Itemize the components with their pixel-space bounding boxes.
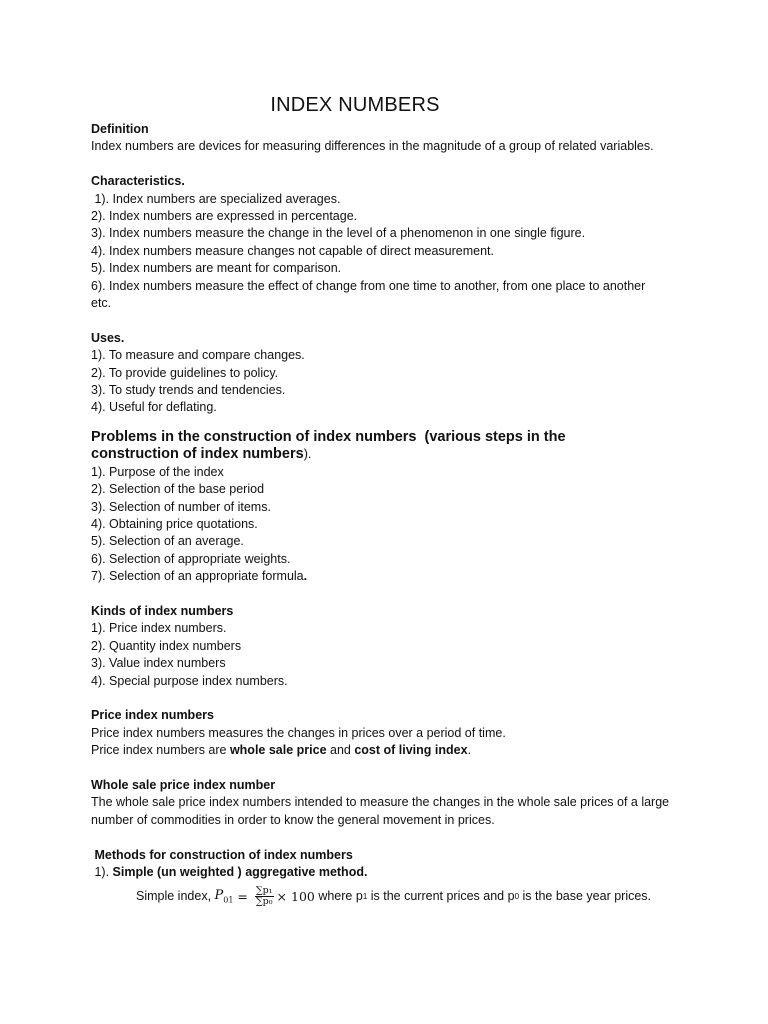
price-index-line1: Price index numbers measures the changes in prices over a period of time. <box>91 725 506 740</box>
characteristics-item: 5). Index numbers are meant for comparison. <box>91 261 342 276</box>
page-title: INDEX NUMBERS <box>270 94 440 116</box>
wholesale-heading: Whole sale price index number <box>91 777 276 792</box>
problems-heading-line2: construction of index numbers <box>91 446 304 463</box>
price-index-cost-of-living: cost of living index <box>354 743 468 758</box>
formula-equals: = <box>233 888 252 904</box>
characteristics-item: 2). Index numbers are expressed in percentage. <box>91 209 358 224</box>
kinds-item: 3). Value index numbers <box>91 656 226 671</box>
formula-fraction <box>255 886 274 907</box>
wholesale-line2: number of commodities in order to know the general movement in prices. <box>91 812 495 827</box>
wholesale-line1: The whole sale price index numbers intended to measure the changes in the whole sale prices of a large <box>91 795 670 810</box>
characteristics-item: 1). Index numbers are specialized averages. <box>91 191 341 206</box>
problems-item: 2). Selection of the base period <box>91 482 265 497</box>
kinds-item: 2). Quantity index numbers <box>91 638 242 653</box>
uses-item: 2). To provide guidelines to policy. <box>91 365 279 380</box>
definition-text: Index numbers are devices for measuring differences in the magnitude of a group of related variables. <box>91 139 654 154</box>
methods-item-prefix: 1). <box>91 864 113 879</box>
problems-item: 1). Purpose of the index <box>91 464 224 479</box>
problems-item: 6). Selection of appropriate weights. <box>91 551 291 566</box>
characteristics-item: 6). Index numbers measure the effect of change from one time to another, from one place to another <box>91 278 646 293</box>
formula-label: Simple index, <box>136 889 215 904</box>
formula-text-b: is the current prices and p <box>367 889 515 904</box>
simple-index-formula <box>91 881 691 911</box>
price-index-line2 <box>91 742 691 759</box>
price-index-line2-mid: and <box>326 743 355 758</box>
formula-denominator: ∑p₀ <box>255 895 273 907</box>
document-body <box>91 121 691 911</box>
formula-lhs <box>215 888 234 905</box>
methods-item <box>91 864 691 881</box>
price-index-line2-suffix: . <box>467 743 472 758</box>
formula-text-a: where p <box>314 889 363 904</box>
uses-item: 4). Useful for deflating. <box>91 400 217 415</box>
formula-lhs-symbol: P <box>214 888 224 904</box>
uses-item: 1). To measure and compare changes. <box>91 348 305 363</box>
problems-heading-tail: ). <box>303 447 312 462</box>
kinds-item: 4). Special purpose index numbers. <box>91 673 288 688</box>
kinds-item: 1). Price index numbers. <box>91 621 227 636</box>
formula-text-c: is the base year prices. <box>519 889 652 904</box>
characteristics-item: 3). Index numbers measure the change in the level of a phenomenon in one single figure. <box>91 226 586 241</box>
kinds-heading: Kinds of index numbers <box>91 603 234 618</box>
uses-heading: Uses. <box>91 330 125 345</box>
price-index-whole-sale-price: whole sale price <box>229 743 327 758</box>
formula-numerator: ∑p₁ <box>255 884 273 896</box>
problems-heading <box>91 429 691 464</box>
formula-lhs-subscript: 01 <box>223 895 234 905</box>
definition-heading: Definition <box>91 122 149 136</box>
formula-times-100: × 100 <box>276 888 315 904</box>
problems-heading-line1: Problems in the construction of index numbers (various steps in the <box>91 428 566 445</box>
methods-heading: Methods for construction of index numbers <box>91 847 353 862</box>
problems-item <box>91 568 691 585</box>
price-index-heading: Price index numbers <box>91 708 214 723</box>
problems-last-item: 7). Selection of an appropriate formula <box>91 569 304 584</box>
problems-item: 4). Obtaining price quotations. <box>91 516 258 531</box>
characteristics-item: 4). Index numbers measure changes not capable of direct measurement. <box>91 243 494 258</box>
problems-item: 3). Selection of number of items. <box>91 499 271 514</box>
price-index-line2-prefix: Price index numbers are <box>91 743 230 758</box>
uses-item: 3). To study trends and tendencies. <box>91 383 286 398</box>
methods-item-title: Simple (un weighted ) aggregative method. <box>112 864 368 879</box>
formula-sub0: 0 <box>514 891 520 901</box>
problems-item: 5). Selection of an average. <box>91 534 244 549</box>
problems-last-item-tail: . <box>303 569 308 584</box>
characteristics-item: etc. <box>91 296 112 311</box>
characteristics-heading: Characteristics. <box>91 174 185 189</box>
formula-sub1: 1 <box>362 891 368 901</box>
